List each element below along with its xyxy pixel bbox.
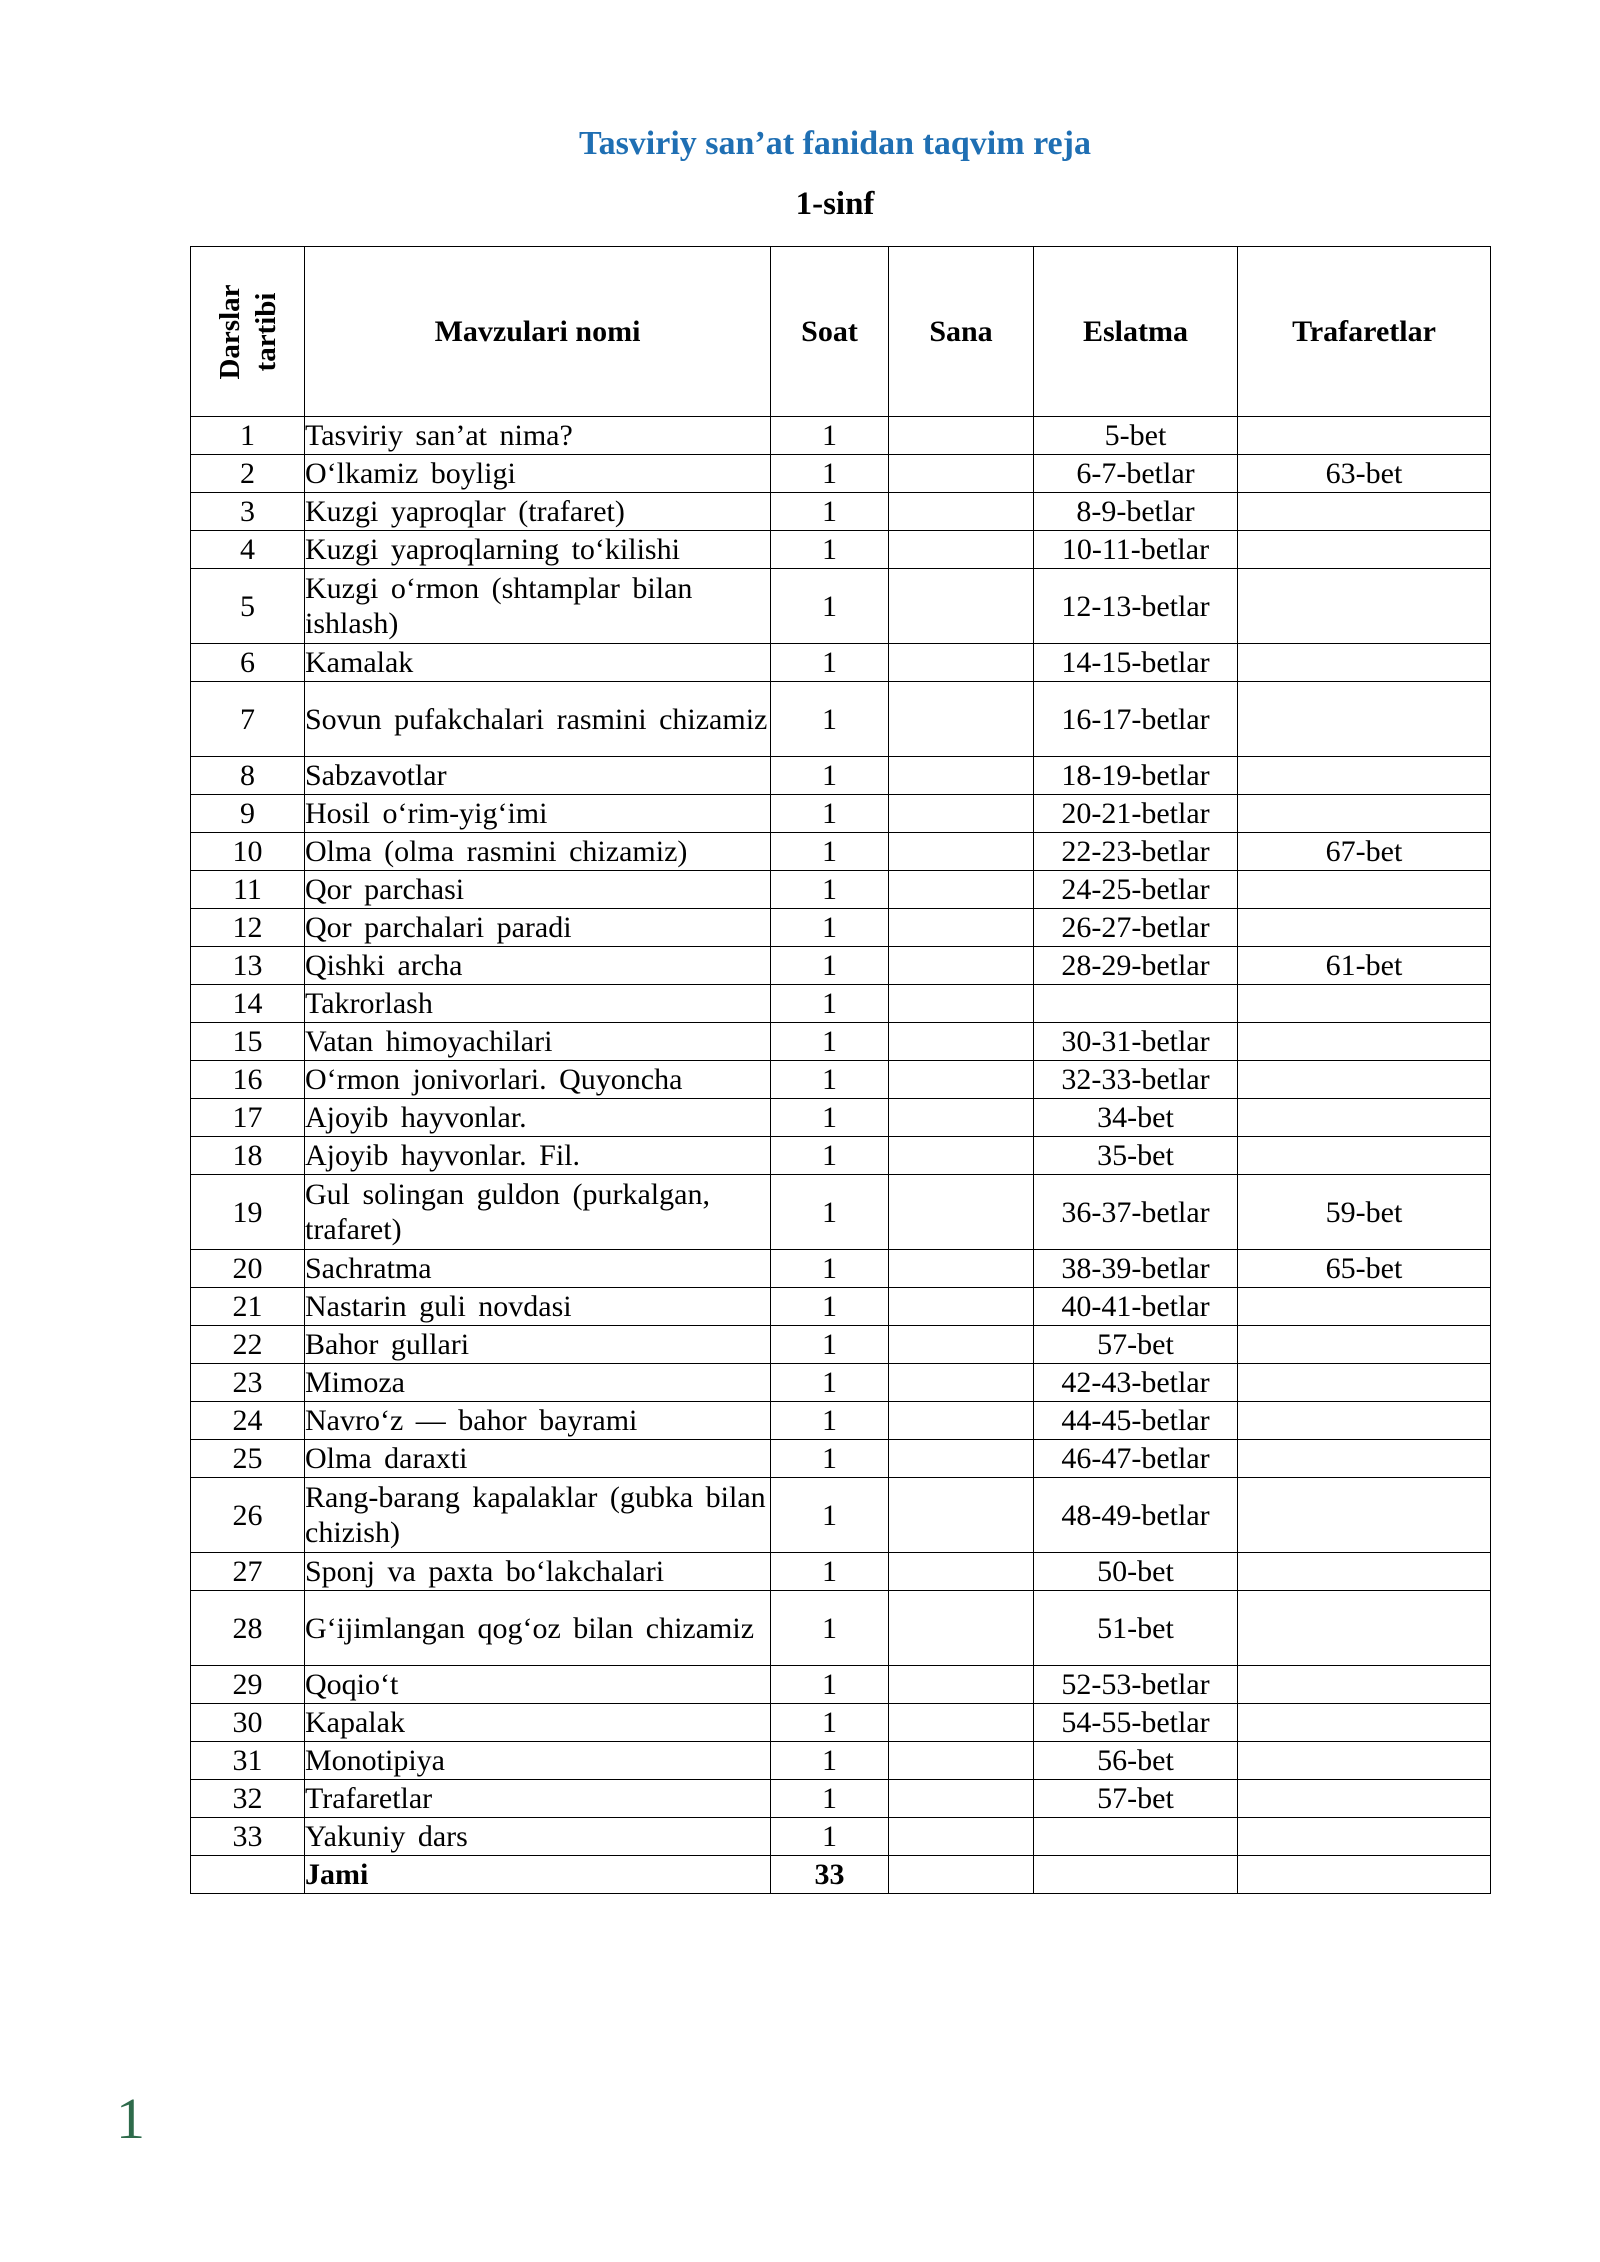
lesson-number: 20 (191, 1250, 305, 1288)
header-lesson-order (191, 247, 305, 417)
lesson-date (889, 909, 1034, 947)
lesson-stencil (1238, 531, 1491, 569)
lesson-stencil (1238, 1553, 1491, 1591)
header-note: Eslatma (1034, 247, 1238, 417)
table-row (191, 757, 1491, 795)
header-date: Sana (889, 247, 1034, 417)
lesson-hours: 1 (771, 569, 889, 644)
lesson-hours: 1 (771, 1250, 889, 1288)
lesson-stencil: 61-bet (1238, 947, 1491, 985)
lesson-stencil (1238, 985, 1491, 1023)
table-row (191, 1250, 1491, 1288)
lesson-number: 14 (191, 985, 305, 1023)
lesson-note: 16-17-betlar (1034, 682, 1238, 757)
lesson-note: 30-31-betlar (1034, 1023, 1238, 1061)
lesson-hours: 1 (771, 795, 889, 833)
lesson-hours: 1 (771, 757, 889, 795)
lesson-date (889, 1553, 1034, 1591)
lesson-hours: 1 (771, 1478, 889, 1553)
header-topic: Mavzulari nomi (305, 247, 771, 417)
lesson-date (889, 1137, 1034, 1175)
lesson-stencil (1238, 644, 1491, 682)
lesson-number: 31 (191, 1742, 305, 1780)
lesson-stencil: 67-bet (1238, 833, 1491, 871)
lesson-number: 3 (191, 493, 305, 531)
table-row (191, 1818, 1491, 1856)
table-row (191, 531, 1491, 569)
lesson-date (889, 1440, 1034, 1478)
lesson-date (889, 1288, 1034, 1326)
lesson-note: 44-45-betlar (1034, 1402, 1238, 1440)
lesson-stencil (1238, 1666, 1491, 1704)
lesson-note: 42-43-betlar (1034, 1364, 1238, 1402)
document-title: Tasviriy san’at fanidan taqvim reja (579, 125, 1091, 162)
lesson-date (889, 1666, 1034, 1704)
table-row (191, 1326, 1491, 1364)
lesson-topic: Qishki archa (305, 947, 771, 985)
lesson-number: 30 (191, 1704, 305, 1742)
lesson-number: 8 (191, 757, 305, 795)
lesson-number: 26 (191, 1478, 305, 1553)
lesson-hours: 1 (771, 682, 889, 757)
lesson-note: 12-13-betlar (1034, 569, 1238, 644)
lesson-hours: 1 (771, 1666, 889, 1704)
lesson-stencil: 65-bet (1238, 1250, 1491, 1288)
lesson-stencil (1238, 682, 1491, 757)
total-stencil-cell (1238, 1856, 1491, 1894)
lesson-date (889, 1402, 1034, 1440)
lesson-date (889, 682, 1034, 757)
lesson-note: 28-29-betlar (1034, 947, 1238, 985)
lesson-hours: 1 (771, 947, 889, 985)
lesson-date (889, 1326, 1034, 1364)
lesson-hours: 1 (771, 985, 889, 1023)
lesson-date (889, 1704, 1034, 1742)
lesson-note: 57-bet (1034, 1326, 1238, 1364)
lesson-topic: Ajoyib hayvonlar. Fil. (305, 1137, 771, 1175)
lesson-topic: Ajoyib hayvonlar. (305, 1099, 771, 1137)
table-row (191, 682, 1491, 757)
lesson-topic: Nastarin guli novdasi (305, 1288, 771, 1326)
lesson-date (889, 757, 1034, 795)
lesson-date (889, 1780, 1034, 1818)
header-stencils: Trafaretlar (1238, 247, 1491, 417)
lesson-hours: 1 (771, 1023, 889, 1061)
lesson-date (889, 455, 1034, 493)
table-row (191, 1478, 1491, 1553)
table-row (191, 493, 1491, 531)
lesson-hours: 1 (771, 1364, 889, 1402)
lesson-number: 2 (191, 455, 305, 493)
lesson-topic: Bahor gullari (305, 1326, 771, 1364)
lesson-hours: 1 (771, 455, 889, 493)
lesson-number: 24 (191, 1402, 305, 1440)
lesson-number: 19 (191, 1175, 305, 1250)
lesson-date (889, 833, 1034, 871)
table-row (191, 1780, 1491, 1818)
table-header-row (191, 247, 1491, 417)
lesson-note: 14-15-betlar (1034, 644, 1238, 682)
lesson-stencil (1238, 1099, 1491, 1137)
table-row (191, 1137, 1491, 1175)
lesson-topic: Sovun pufakchalari rasmini chizamiz (305, 682, 771, 757)
lesson-topic: Sabzavotlar (305, 757, 771, 795)
table-row (191, 1364, 1491, 1402)
lesson-note: 51-bet (1034, 1591, 1238, 1666)
lesson-note: 48-49-betlar (1034, 1478, 1238, 1553)
table-row (191, 909, 1491, 947)
lesson-topic: Sponj va paxta bo‘lakchalari (305, 1553, 771, 1591)
lesson-number: 7 (191, 682, 305, 757)
lesson-topic: Vatan himoyachilari (305, 1023, 771, 1061)
lesson-number: 9 (191, 795, 305, 833)
lesson-date (889, 1742, 1034, 1780)
lesson-hours: 1 (771, 1288, 889, 1326)
lesson-topic: Qor parchalari paradi (305, 909, 771, 947)
total-number-cell (191, 1856, 305, 1894)
lesson-date (889, 985, 1034, 1023)
lesson-number: 16 (191, 1061, 305, 1099)
lesson-stencil: 63-bet (1238, 455, 1491, 493)
lesson-stencil (1238, 795, 1491, 833)
lesson-topic: Qor parchasi (305, 871, 771, 909)
lesson-note (1034, 1818, 1238, 1856)
table-row (191, 1742, 1491, 1780)
lesson-note (1034, 985, 1238, 1023)
lesson-topic: G‘ijimlangan qog‘oz bilan chizamiz (305, 1591, 771, 1666)
lesson-note: 24-25-betlar (1034, 871, 1238, 909)
lesson-note: 57-bet (1034, 1780, 1238, 1818)
lesson-number: 21 (191, 1288, 305, 1326)
lesson-topic: Kamalak (305, 644, 771, 682)
lesson-note: 46-47-betlar (1034, 1440, 1238, 1478)
lesson-date (889, 1250, 1034, 1288)
lesson-note: 26-27-betlar (1034, 909, 1238, 947)
lesson-date (889, 644, 1034, 682)
lesson-date (889, 1175, 1034, 1250)
lesson-hours: 1 (771, 644, 889, 682)
lesson-note: 50-bet (1034, 1553, 1238, 1591)
table-row (191, 1553, 1491, 1591)
lesson-note: 54-55-betlar (1034, 1704, 1238, 1742)
lesson-number: 13 (191, 947, 305, 985)
lesson-stencil (1238, 871, 1491, 909)
lesson-note: 5-bet (1034, 417, 1238, 455)
header-order-line2: tartibi (249, 292, 282, 371)
lesson-date (889, 1099, 1034, 1137)
lesson-topic: Monotipiya (305, 1742, 771, 1780)
table-row (191, 1402, 1491, 1440)
lesson-note: 56-bet (1034, 1742, 1238, 1780)
lesson-stencil (1238, 1440, 1491, 1478)
table-row (191, 985, 1491, 1023)
lesson-topic: Trafaretlar (305, 1780, 771, 1818)
lesson-number: 18 (191, 1137, 305, 1175)
lesson-number: 6 (191, 644, 305, 682)
lesson-hours: 1 (771, 1402, 889, 1440)
lesson-note: 10-11-betlar (1034, 531, 1238, 569)
table-row (191, 1591, 1491, 1666)
lesson-number: 10 (191, 833, 305, 871)
lesson-topic: Takrorlash (305, 985, 771, 1023)
lesson-topic: Sachratma (305, 1250, 771, 1288)
table-row (191, 947, 1491, 985)
lesson-note: 35-bet (1034, 1137, 1238, 1175)
lesson-hours: 1 (771, 531, 889, 569)
lesson-stencil (1238, 1704, 1491, 1742)
lesson-topic: Kuzgi o‘rmon (shtamplar bilan ishlash) (305, 569, 771, 644)
lesson-hours: 1 (771, 1591, 889, 1666)
lesson-topic: Mimoza (305, 1364, 771, 1402)
lesson-topic: Rang-barang kapalaklar (gubka bilan chizish) (305, 1478, 771, 1553)
grade-subtitle: 1-sinf (795, 186, 875, 222)
page-number: 1 (116, 2086, 145, 2151)
lesson-hours: 1 (771, 1099, 889, 1137)
table-row (191, 833, 1491, 871)
lesson-date (889, 871, 1034, 909)
lesson-stencil (1238, 1402, 1491, 1440)
table-row (191, 417, 1491, 455)
lesson-date (889, 1061, 1034, 1099)
header-hours: Soat (771, 247, 889, 417)
lesson-stencil (1238, 1288, 1491, 1326)
lesson-note: 20-21-betlar (1034, 795, 1238, 833)
lesson-stencil (1238, 1742, 1491, 1780)
table-row (191, 1023, 1491, 1061)
lesson-stencil (1238, 1061, 1491, 1099)
lesson-topic: Yakuniy dars (305, 1818, 771, 1856)
table-row (191, 569, 1491, 644)
total-note-cell (1034, 1856, 1238, 1894)
table-row (191, 871, 1491, 909)
total-date-cell (889, 1856, 1034, 1894)
lesson-date (889, 493, 1034, 531)
table-row (191, 1099, 1491, 1137)
lesson-hours: 1 (771, 1175, 889, 1250)
lesson-hours: 1 (771, 1780, 889, 1818)
lesson-note: 52-53-betlar (1034, 1666, 1238, 1704)
lesson-hours: 1 (771, 493, 889, 531)
lesson-date (889, 1591, 1034, 1666)
lesson-number: 22 (191, 1326, 305, 1364)
lesson-note: 40-41-betlar (1034, 1288, 1238, 1326)
lesson-hours: 1 (771, 1704, 889, 1742)
lesson-note: 38-39-betlar (1034, 1250, 1238, 1288)
lesson-number: 17 (191, 1099, 305, 1137)
lesson-topic: O‘lkamiz boyligi (305, 455, 771, 493)
lesson-topic: Olma (olma rasmini chizamiz) (305, 833, 771, 871)
lesson-stencil (1238, 757, 1491, 795)
lesson-note: 18-19-betlar (1034, 757, 1238, 795)
lesson-date (889, 1478, 1034, 1553)
lesson-stencil (1238, 1326, 1491, 1364)
lesson-stencil (1238, 493, 1491, 531)
lesson-date (889, 947, 1034, 985)
total-hours: 33 (771, 1856, 889, 1894)
table-row (191, 1288, 1491, 1326)
lesson-date (889, 569, 1034, 644)
lesson-date (889, 1023, 1034, 1061)
lesson-topic: Qoqio‘t (305, 1666, 771, 1704)
lesson-note: 36-37-betlar (1034, 1175, 1238, 1250)
lesson-topic: O‘rmon jonivorlari. Quyoncha (305, 1061, 771, 1099)
lesson-hours: 1 (771, 417, 889, 455)
lesson-number: 23 (191, 1364, 305, 1402)
lesson-topic: Kuzgi yaproqlar (trafaret) (305, 493, 771, 531)
table-body (191, 417, 1491, 1856)
lesson-hours: 1 (771, 1742, 889, 1780)
lesson-note: 6-7-betlar (1034, 455, 1238, 493)
lesson-hours: 1 (771, 1137, 889, 1175)
lesson-date (889, 531, 1034, 569)
lesson-note: 32-33-betlar (1034, 1061, 1238, 1099)
total-label: Jami (305, 1856, 771, 1894)
lesson-number: 5 (191, 569, 305, 644)
lesson-number: 15 (191, 1023, 305, 1061)
lesson-number: 27 (191, 1553, 305, 1591)
lesson-hours: 1 (771, 871, 889, 909)
lesson-stencil (1238, 1478, 1491, 1553)
lesson-note: 22-23-betlar (1034, 833, 1238, 871)
lesson-stencil (1238, 1137, 1491, 1175)
lesson-date (889, 1818, 1034, 1856)
lesson-date (889, 417, 1034, 455)
table-row (191, 455, 1491, 493)
lesson-topic: Gul solingan guldon (purkalgan, trafaret) (305, 1175, 771, 1250)
lesson-stencil: 59-bet (1238, 1175, 1491, 1250)
lesson-stencil (1238, 1818, 1491, 1856)
lesson-number: 33 (191, 1818, 305, 1856)
lesson-stencil (1238, 569, 1491, 644)
lesson-topic: Hosil o‘rim-yig‘imi (305, 795, 771, 833)
table-row (191, 1666, 1491, 1704)
table-row (191, 1061, 1491, 1099)
lesson-topic: Kapalak (305, 1704, 771, 1742)
lesson-number: 25 (191, 1440, 305, 1478)
lesson-hours: 1 (771, 1440, 889, 1478)
table-row (191, 644, 1491, 682)
lesson-hours: 1 (771, 833, 889, 871)
table-row (191, 795, 1491, 833)
header-order-line1: Darslar (213, 283, 246, 380)
lesson-number: 29 (191, 1666, 305, 1704)
lesson-topic: Tasviriy san’at nima? (305, 417, 771, 455)
lesson-topic: Olma daraxti (305, 1440, 771, 1478)
lesson-note: 34-bet (1034, 1099, 1238, 1137)
table-row (191, 1704, 1491, 1742)
table-row (191, 1175, 1491, 1250)
lesson-topic: Kuzgi yaproqlarning to‘kilishi (305, 531, 771, 569)
lesson-stencil (1238, 1364, 1491, 1402)
lesson-number: 12 (191, 909, 305, 947)
lesson-stencil (1238, 1023, 1491, 1061)
lesson-number: 1 (191, 417, 305, 455)
lesson-stencil (1238, 909, 1491, 947)
lesson-hours: 1 (771, 1326, 889, 1364)
lesson-date (889, 1364, 1034, 1402)
lesson-number: 4 (191, 531, 305, 569)
lesson-topic: Navro‘z — bahor bayrami (305, 1402, 771, 1440)
lesson-date (889, 795, 1034, 833)
lesson-number: 32 (191, 1780, 305, 1818)
lesson-hours: 1 (771, 1061, 889, 1099)
calendar-plan-table (190, 246, 1491, 1894)
total-row (191, 1856, 1491, 1894)
lesson-stencil (1238, 417, 1491, 455)
lesson-hours: 1 (771, 1553, 889, 1591)
lesson-note: 8-9-betlar (1034, 493, 1238, 531)
lesson-number: 28 (191, 1591, 305, 1666)
lesson-number: 11 (191, 871, 305, 909)
lesson-stencil (1238, 1780, 1491, 1818)
table-row (191, 1440, 1491, 1478)
lesson-stencil (1238, 1591, 1491, 1666)
lesson-hours: 1 (771, 1818, 889, 1856)
lesson-hours: 1 (771, 909, 889, 947)
